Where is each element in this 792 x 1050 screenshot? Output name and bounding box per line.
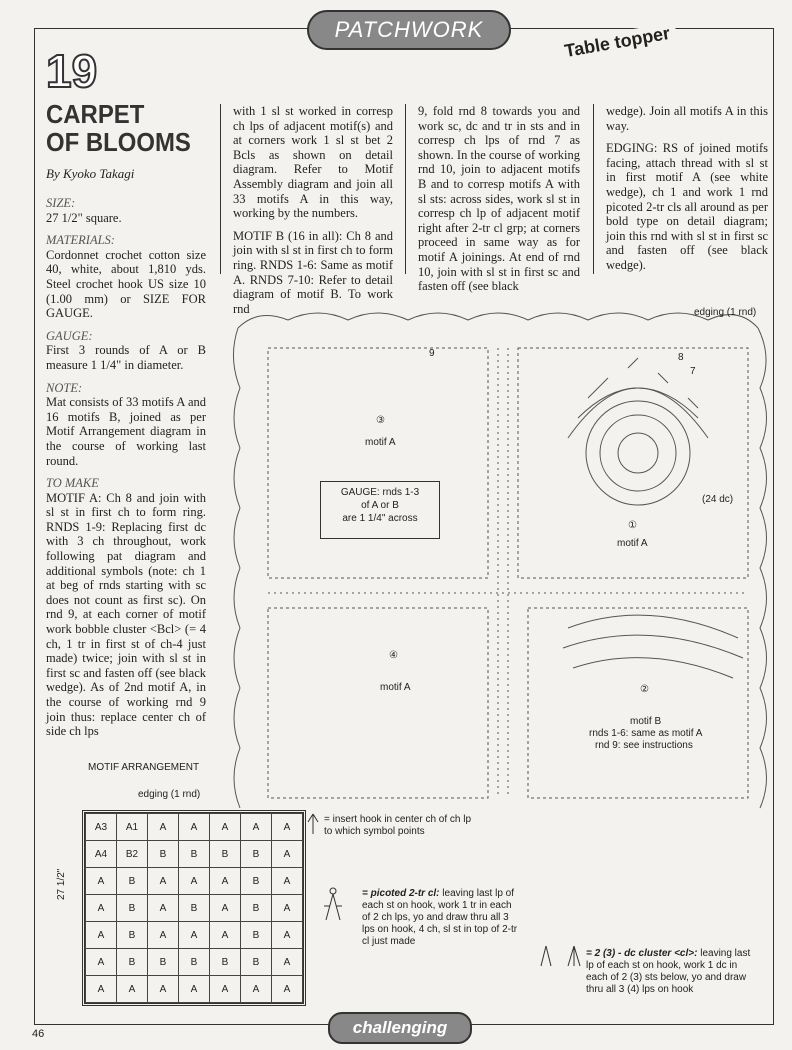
arrangement-cell: B (117, 895, 148, 922)
arrangement-cell: A (86, 868, 117, 895)
arrangement-cell: B (241, 841, 272, 868)
arrangement-cell: B (179, 895, 210, 922)
arrangement-row (86, 922, 303, 949)
arrangement-title: MOTIF ARRANGEMENT (88, 762, 200, 773)
motif-b-label: motif B (630, 716, 662, 727)
subtitle: Table topper (557, 22, 678, 63)
arrangement-cell: A (210, 895, 241, 922)
arrangement-cell: B (210, 949, 241, 976)
column-rule (593, 104, 594, 274)
byline: By Kyoko Takagi (46, 166, 135, 181)
arrangement-cell: A (148, 976, 179, 1003)
arrangement-cell: A (117, 976, 148, 1003)
pattern-number: 19 (46, 45, 98, 97)
arrangement-size: 27 1/2" (56, 868, 67, 900)
arrangement-edging: edging (1 rnd) (138, 789, 201, 800)
dc-cluster-icon (538, 944, 586, 968)
insert-hook-icon (306, 812, 320, 836)
arrangement-cell: A4 (86, 841, 117, 868)
gauge-box: GAUGE: rnds 1-3 of A or B are 1 1/4" across (320, 481, 440, 539)
arrangement-cell: A (272, 841, 303, 868)
pattern-title: CARPET OF BLOOMS (46, 99, 191, 157)
legend-cluster: = 2 (3) - dc cluster <cl>: leaving last lp of each st on hook, work 1 dc in each of 2 (3) sts below, yo and draw thru all 3 (4) lps on hook (586, 948, 751, 995)
arrangement-cell: A3 (86, 814, 117, 841)
motif-a-label: motif A (365, 437, 396, 448)
arrangement-cell: A (148, 922, 179, 949)
arrangement-cell: A (241, 814, 272, 841)
arrangement-cell: A (179, 868, 210, 895)
arrangement-cell: B2 (117, 841, 148, 868)
legend-picot: = picoted 2-tr cl: leaving last lp of each st on hook, work 1 tr in each of 2 ch lps, yo and draw thru all 3 lps on hook, 4 ch, sl st in top of 2-tr cl just made (362, 888, 518, 947)
arrangement-row (86, 949, 303, 976)
arrangement-cell: B (148, 949, 179, 976)
arrangement-cell: A (86, 949, 117, 976)
arrangement-cell: A (148, 868, 179, 895)
motif-b-note: rnds 1-6: same as motif A (589, 728, 703, 739)
arrangement-cell: A (272, 949, 303, 976)
arrangement-cell: A1 (117, 814, 148, 841)
arrangement-row (86, 976, 303, 1003)
motif-number-4: ④ (389, 650, 398, 661)
arrangement-cell: B (241, 922, 272, 949)
arrangement-cell: A (210, 922, 241, 949)
page-number: 46 (32, 1028, 45, 1040)
arrangement-cell: B (117, 949, 148, 976)
round-number: 8 (678, 352, 684, 363)
motif-number-1: ① (628, 520, 637, 531)
arrangement-cell: A (272, 976, 303, 1003)
arrangement-cell: B (117, 868, 148, 895)
arrangement-cell: B (179, 949, 210, 976)
column-2: with 1 sl st worked in corresp ch lps of adjacent motif(s) and at corners work 1 sl st bet 2 Bcls as shown on detail diagram. Refer to Motif Assembly diagram and join all 33 motifs A in this way, working by the numbers. MOTIF B (16 in all): Ch 8 and join with sl st in first ch to form ring. RNDS 1-6: Same as motif A. RNDS 7-10: Refer to detail diagram of motif B. To work rnd (233, 104, 393, 316)
arrangement-row (86, 895, 303, 922)
picot-cluster-icon (322, 886, 344, 926)
arrangement-cell: A (210, 814, 241, 841)
arrangement-cell: A (148, 814, 179, 841)
dc-count-label: (24 dc) (702, 494, 734, 505)
round-number: 7 (690, 366, 696, 377)
arrangement-cell: A (272, 814, 303, 841)
arrangement-cell: A (179, 922, 210, 949)
motif-b-note: rnd 9: see instructions (595, 740, 693, 751)
arrangement-row (86, 841, 303, 868)
round-number: 9 (429, 348, 435, 359)
motif-arrangement-grid (82, 810, 306, 1006)
arrangement-cell: B (210, 841, 241, 868)
arrangement-cell: A (86, 976, 117, 1003)
arrangement-cell: B (117, 922, 148, 949)
arrangement-cell: A (272, 895, 303, 922)
arrangement-cell: A (272, 922, 303, 949)
arrangement-cell: A (179, 976, 210, 1003)
arrangement-cell: B (148, 841, 179, 868)
arrangement-cell: A (148, 895, 179, 922)
column-rule (405, 104, 406, 274)
arrangement-cell: B (241, 895, 272, 922)
arrangement-cell: B (241, 868, 272, 895)
arrangement-cell: B (241, 949, 272, 976)
arrangement-row (86, 868, 303, 895)
arrangement-cell: A (86, 895, 117, 922)
arrangement-cell: B (179, 841, 210, 868)
section-banner: PATCHWORK (307, 10, 511, 50)
motif-a-label: motif A (617, 538, 648, 549)
arrangement-cell: A (179, 814, 210, 841)
difficulty-badge: challenging (328, 1012, 472, 1044)
column-1: SIZE: 27 1/2" square. MATERIALS: Cordonnet crochet cotton size 40, white, about 1,810 yds. Steel crochet hook US size 10 (1.00 mm) or SIZE FOR GAUGE. GAUGE: First 3 rounds of A or B measure 1 1/4" in diameter. NOTE: Mat consists of 33 motifs A and 16 motifs B, joined as per Motif Arrangement diagram in the course of working last round. TO MAKE MOTIF A: Ch 8 and join with sl st in first ch to form ring. RNDS 1-9: Replacing first dc with 3 ch throughout, work following pat diagram and additional symbols (note: ch 1 at beg of rnds starting with sc does not count as first sc). On rnd 9, at each corner of motif work bobble cluster <Bcl> (= 4 ch, 1 tr in first st of ch-4 just made) twice; join with sl st in first sc and fasten off (see black wedge). As of 2nd motif A, in the course of working rnd 9 join thus: replace center ch of side ch lps (46, 196, 206, 739)
legend-insert: = insert hook in center ch of ch lp to which symbol points (324, 814, 472, 837)
arrangement-cell: A (86, 922, 117, 949)
arrangement-cell: A (210, 868, 241, 895)
motif-number-3: ③ (376, 415, 385, 426)
motif-number-2: ② (640, 684, 649, 695)
arrangement-row (86, 814, 303, 841)
edging-label: edging (1 rnd) (694, 307, 757, 318)
column-3: 9, fold rnd 8 towards you and work sc, dc and tr in sts and in corresp ch lps of rnd 7 as shown. In the course of working rnd 10, join to adjacent motifs B and to corresp motifs A with sl sts: across sides, work sl st in corresp ch lp of adjacent motif right after 2-tr cl grp; at corners proceed in same way as for motif A joinings. At end of rnd 10, join with sl st in first sc and fasten off (see black (418, 104, 580, 294)
arrangement-cell: A (210, 976, 241, 1003)
column-rule (220, 104, 221, 274)
column-4: wedge). Join all motifs A in this way. EDGING: RS of joined motifs facing, attach thread with sl st in first motif A (see white wedge), ch 1 and work 1 rnd picoted 2-tr cls all around as per bold type on detail diagram; join this rnd with sl st in first sc and fasten off (see black wedge). (606, 104, 768, 272)
arrangement-cell: A (241, 976, 272, 1003)
arrangement-cell: A (272, 868, 303, 895)
motif-a-label: motif A (380, 682, 411, 693)
